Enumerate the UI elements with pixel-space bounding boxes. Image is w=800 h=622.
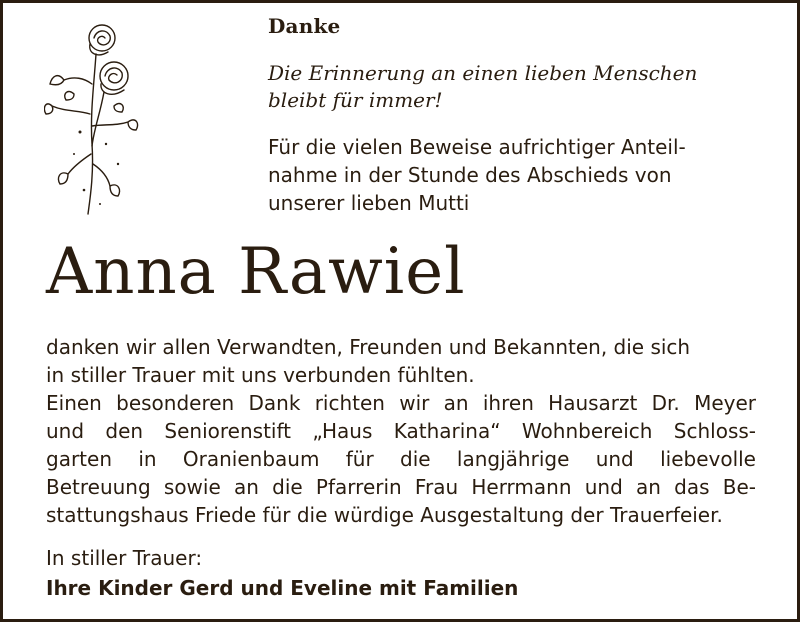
body-line: Einen besonderen Dank richten wir an ihren Hausarzt Dr. Meyer — [46, 391, 756, 415]
intro-line: nahme in der Stunde des Abschieds von — [268, 163, 672, 187]
body-line: stattungshaus Friede für die würdige Ausgestaltung der Trauerfeier. — [46, 503, 723, 527]
intro-line: unserer lieben Mutti — [268, 191, 470, 215]
body-line: Betreuung sowie an die Pfarrerin Frau Herrmann und an das Be- — [46, 475, 756, 499]
intro-line: Für die vielen Beweise aufrichtiger Anteil- — [268, 135, 686, 159]
closing-label: In stiller Trauer: — [46, 546, 203, 570]
intro-text — [268, 133, 788, 217]
memorial-quote — [268, 60, 788, 114]
thanks-body — [46, 333, 756, 529]
body-line: danken wir allen Verwandten, Freunden und Bekannten, die sich — [46, 335, 691, 359]
body-line: garten in Oranienbaum für die langjährige und liebevolle — [46, 447, 756, 471]
deceased-name: Anna Rawiel — [46, 235, 466, 309]
rose-icon — [44, 14, 140, 220]
body-line: und den Seniorenstift „Haus Katharina“ Wohnbereich Schloss- — [46, 419, 756, 443]
body-line: in stiller Trauer mit uns verbunden fühlten. — [46, 363, 475, 387]
signers: Ihre Kinder Gerd und Eveline mit Familien — [46, 576, 519, 600]
quote-line: bleibt für immer! — [268, 88, 443, 112]
closing-block — [46, 543, 756, 603]
quote-line: Die Erinnerung an einen lieben Menschen — [268, 61, 698, 85]
notice-heading: Danke — [268, 14, 341, 38]
